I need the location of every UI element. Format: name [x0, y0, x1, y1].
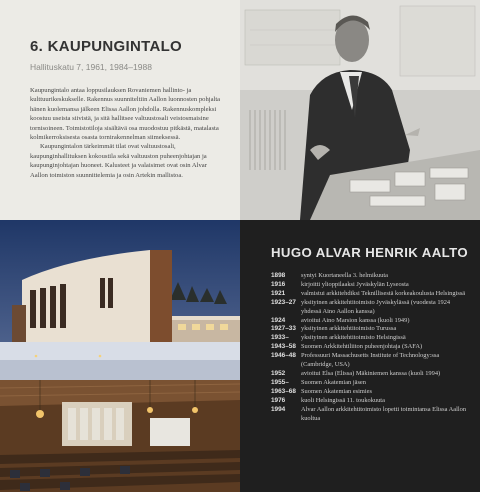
timeline-row [271, 388, 470, 397]
timeline-year: 1927–33 [271, 325, 296, 333]
page-title: 6. KAUPUNGINTALO [30, 38, 183, 55]
timeline-row [271, 299, 470, 317]
bio-panel [240, 220, 480, 492]
timeline-row [271, 334, 470, 343]
timeline-row [271, 370, 470, 379]
timeline-text: syntyi Kuortaneella 3. helmikuuta [301, 272, 388, 279]
biography-timeline [271, 272, 470, 423]
timeline-year: 1994 [271, 405, 286, 413]
aalto-portrait-photo [240, 0, 480, 220]
timeline-year: 1946–48 [271, 352, 296, 360]
intro-panel [0, 0, 240, 220]
timeline-year: 1963–68 [271, 387, 296, 395]
timeline-year: 1933– [271, 334, 289, 342]
timeline-text: yksityinen arkkitehtitoimisto Turussa [301, 325, 397, 333]
timeline-text: yksityinen arkkitehtitoimisto Jyväskylässä (vuodesta 1924 yhdessä Aino Aallon kanssa) [301, 298, 451, 315]
timeline-text: kuoli Helsingissä 11. toukokuuta [301, 396, 385, 404]
town-hall-exterior-photo [0, 220, 240, 380]
timeline-year: 1923–27 [271, 298, 296, 306]
timeline-year: 1921 [271, 289, 286, 297]
timeline-year: 1898 [271, 272, 286, 279]
timeline-text: Professuuri Massachusetts Institute of Technology:ssa (Cambridge, USA) [301, 352, 440, 369]
timeline-row [271, 352, 470, 370]
timeline-text: Suomen Akatemian jäsen [301, 378, 366, 386]
timeline-year: 1943–58 [271, 343, 296, 351]
timeline-text: Alvar Aallon arkkitehtitoimisto lopetti toimintansa Elissa Aallon kuoltua [301, 405, 467, 422]
bio-title: HUGO ALVAR HENRIK AALTO [271, 245, 468, 260]
timeline-year: 1955– [271, 378, 289, 386]
timeline-text: valmistui arkkitehdiksi Teknillisestä korkeakoulusta Helsingissä [301, 289, 466, 297]
timeline-row [271, 290, 470, 299]
timeline-year: 1916 [271, 280, 286, 288]
timeline-row [271, 397, 470, 406]
timeline-year: 1976 [271, 396, 286, 404]
timeline-text: yksityinen arkkitehtitoimisto Helsingissä [301, 334, 406, 342]
timeline-row [271, 281, 470, 290]
timeline-text: Suomen Arkkitehtiliiton puheenjohtaja (SAFA) [301, 343, 423, 351]
address-subtitle: Hallituskatu 7, 1961, 1984–1988 [30, 62, 152, 72]
timeline-row [271, 317, 470, 326]
timeline-row [271, 379, 470, 388]
timeline-row [271, 343, 470, 352]
timeline-row [271, 406, 470, 424]
intro-paragraph: Kaupungintalon tärkeimmät tilat ovat valtuustosali, kaupunginhallituksen kokoustila sekä valtuuston puheenjohtajan ja kaupunginjohtajan huoneet. Kalusteet ja valaisimet ovat osin Alvar Aallon toimiston suunnittelemia ja osin Artekin mallistoa. [30, 143, 207, 179]
council-hall-interior-photo [0, 380, 240, 492]
timeline-year: 1952 [271, 369, 286, 377]
timeline-text: kirjoitti ylioppilaaksi Jyväskylän Lyseosta [301, 280, 409, 288]
timeline-year: 1924 [271, 316, 286, 324]
timeline-row [271, 272, 470, 281]
timeline-text: avioitui Elsa (Elissa) Mäkiniemen kanssa (kuoli 1994) [301, 369, 441, 377]
timeline-text: avioitui Aino Marsion kanssa (kuoli 1949) [301, 316, 410, 324]
timeline-text: Suomen Akatemian esimies [301, 387, 372, 395]
timeline-row [271, 325, 470, 334]
intro-paragraph: Kaupungintalo antaa loppusilauksen Rovaniemen hallinto- ja kulttuurikeskukselle. Rakennus suunniteltiin Aallon luonnosten pohjalta hänen kuolemansa jälkeen Elissa Aallon johdolla. Rakennuskompleksi koostuu useista siivistä, ja sitä hallitsee valtuustosali veistosmaisine tornisoineen. Toimistotiloja sisältävä osa muodostuu pitkästä, matalasta kolmikerroksisesta osasta tornirakennelman siimeksessä. [30, 87, 221, 142]
